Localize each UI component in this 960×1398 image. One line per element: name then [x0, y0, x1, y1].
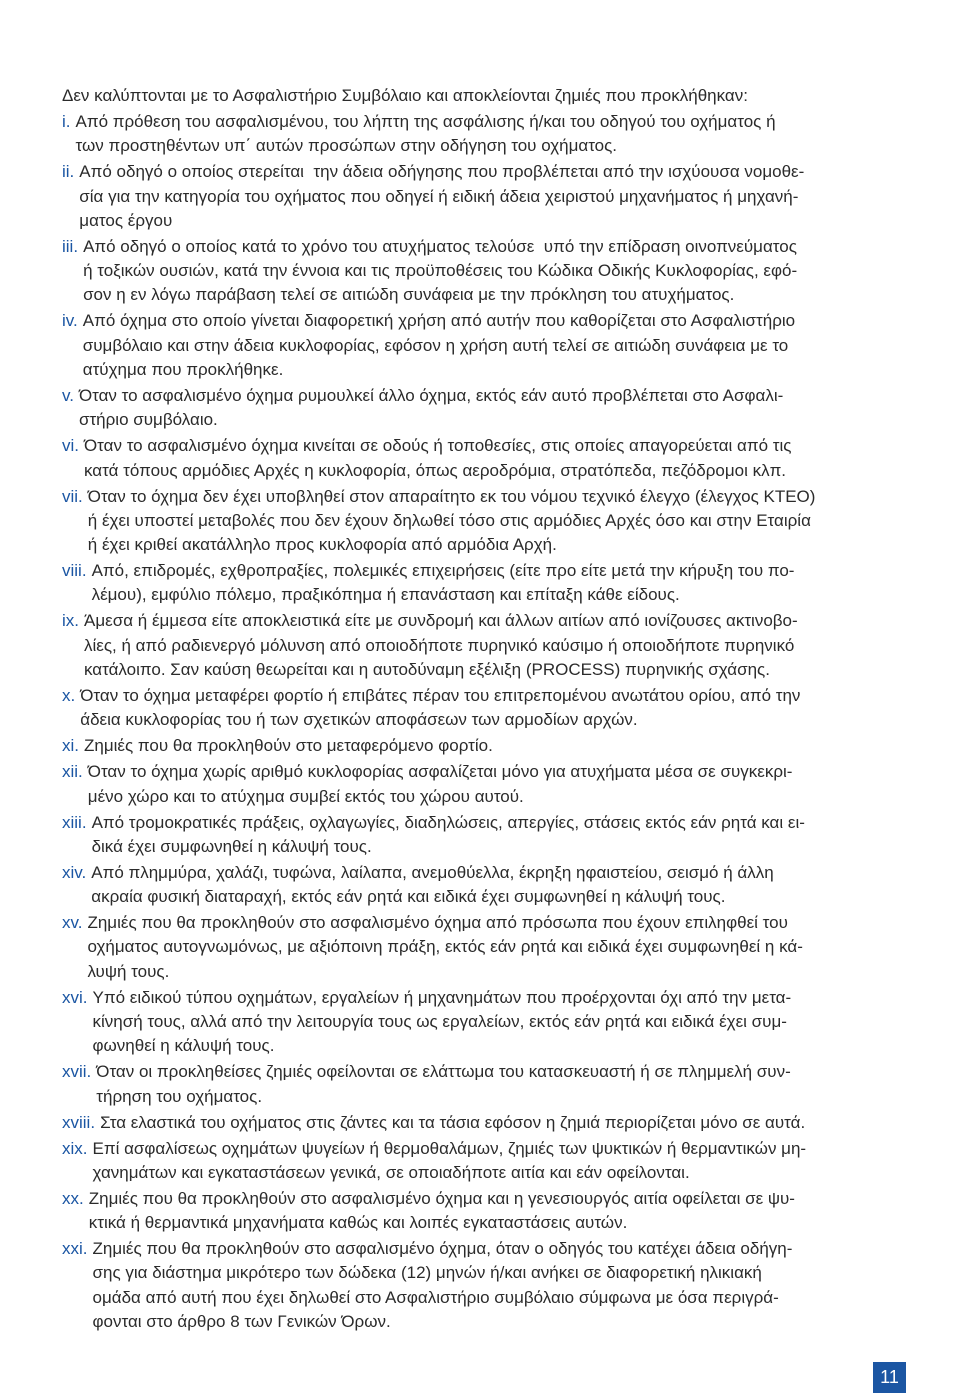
item-text	[88, 485, 922, 558]
text-line: Από, επιδρομές, εχθροπραξίες, πολεμικές επιχειρήσεις (είτε προ είτε μετά την κήρυξη του πο-	[91, 561, 795, 581]
item-numeral: x.	[62, 686, 76, 705]
text-line: ή τοξικών ουσιών, κατά την έννοια και τις προϋποθέσεις του Κώδικα Οδικής Κυκλοφορίας, εφό-	[83, 261, 798, 281]
item-numeral: iv.	[62, 311, 78, 331]
text-line: χανημάτων και εγκαταστάσεων γενικά, σε οποιαδήποτε αιτία και εάν οφείλονται.	[92, 1162, 690, 1182]
text-line: ή έχει υποστεί μεταβολές που δεν έχουν δηλωθεί τόσο στις αρμόδιες Αρχές όσο και στην Εταιρία	[87, 510, 811, 530]
item-numeral: viii.	[62, 561, 87, 581]
item-text	[84, 434, 922, 483]
text-line: Όταν το ασφαλισμένο όχημα κινείται σε οδούς ή τοποθεσίες, στις οποίες απαγορεύεται από τις	[84, 436, 792, 456]
text-line: συμβόλαιο και στην άδεια κυκλοφορίας, εφόσον η χρήση αυτή τελεί σε αιτιώδη συνάφεια με το	[82, 335, 789, 355]
exclusion-item	[62, 861, 922, 910]
item-text	[80, 684, 922, 733]
text-line: Όταν το όχημα μεταφέρει φορτίο ή επιβάτες πέραν του επιτρεπομένου ανωτάτου ορίου, από την	[80, 686, 801, 705]
text-line: ατύχημα που προκλήθηκε.	[82, 360, 284, 380]
item-numeral: xx.	[62, 1188, 84, 1208]
page-number: 11	[873, 1362, 906, 1393]
text-line: Από οδηγό ο οποίος στερείται την άδεια οδήγησης που προβλέπεται από την ισχύουσα νομοθε-	[79, 162, 805, 182]
exclusion-item	[62, 811, 922, 860]
exclusion-item	[62, 684, 922, 733]
item-text	[93, 986, 923, 1059]
text-line: λίες, ή από ραδιενεργό μόλυνση από οποιοδήποτε πυρηνικό καύσιμο ή οποιοδήποτε πυρηνικό	[84, 635, 795, 655]
exclusion-item	[62, 760, 922, 809]
item-numeral: xvi.	[62, 987, 88, 1007]
exclusions-section	[62, 84, 922, 1334]
text-line: μένο χώρο και το ατύχημα συμβεί εκτός του χώρου αυτού.	[87, 786, 524, 806]
text-line: σον η εν λόγω παράβαση τελεί σε αιτιώδη συνάφεια με την πρόκληση του ατυχήματος.	[83, 285, 735, 305]
item-numeral: vii.	[62, 486, 83, 506]
text-line: κατάλοιπο. Σαν καύση θεωρείται και η αυτοδύναμη εξέλιξη (PROCESS) πυρηνικής σχάσης.	[84, 660, 770, 680]
item-text	[91, 861, 922, 910]
text-line: ομάδα από αυτή που έχει δηλωθεί στο Ασφαλιστήριο συμβόλαιο σύμφωνα με όσα περιγρά-	[92, 1287, 779, 1307]
exclusion-item	[62, 110, 922, 159]
text-line: λυψή τους.	[87, 961, 170, 981]
item-text	[83, 309, 922, 382]
exclusion-item	[62, 309, 922, 382]
text-line: Όταν το όχημα χωρίς αριθμό κυκλοφορίας ασφαλίζεται μόνο για ατυχήματα μέσα σε συγκεκρι-	[87, 762, 793, 782]
item-numeral: i.	[62, 111, 71, 131]
exclusion-item	[62, 559, 922, 608]
exclusion-item	[62, 1060, 922, 1109]
item-text	[96, 1060, 922, 1109]
exclusion-item	[62, 485, 922, 558]
text-line: Όταν το όχημα δεν έχει υποβληθεί στον απαραίτητο εκ του νόμου τεχνικό έλεγχο (έλεγχος ΚΤΕΟ)	[87, 486, 816, 506]
text-line: κτικά ή θερμαντικά μηχανήματα καθώς και λοιπές εγκαταστάσεις αυτών.	[88, 1213, 628, 1233]
text-line: των προστηθέντων υπ΄ αυτών προσώπων στην οδήγηση του οχήματος.	[75, 136, 618, 156]
item-text	[92, 811, 922, 860]
item-text	[88, 760, 922, 809]
text-line: ακραία φυσική διαταραχή, εκτός εάν ρητά και ειδικά έχει συμφωνηθεί η κάλυψή τους.	[91, 887, 726, 907]
text-line: δικά έχει συμφωνηθεί η κάλυψή τους.	[91, 836, 372, 856]
item-text	[93, 1237, 923, 1334]
text-line: Από οδηγό ο οποίος κατά το χρόνο του ατυχήματος τελούσε υπό την επίδραση οινοπνεύματος	[83, 236, 797, 256]
item-numeral: xxi.	[62, 1239, 88, 1259]
exclusion-item	[62, 384, 922, 433]
text-line: φωνηθεί η κάλυψή τους.	[92, 1036, 275, 1056]
text-line: στήριο συμβόλαιο.	[78, 410, 218, 430]
text-line: κατά τόπους αρμόδιες Αρχές η κυκλοφορία, όπως αεροδρόμια, στρατόπεδα, πεζόδρομοι κλπ.	[84, 460, 787, 480]
item-text	[79, 384, 922, 433]
text-line: Από πλημμύρα, χαλάζι, τυφώνα, λαίλαπα, ανεμοθύελλα, έκρηξη ηφαιστείου, σεισμό ή άλλη	[91, 862, 774, 882]
exclusion-item	[62, 1187, 922, 1236]
item-text	[84, 609, 922, 682]
item-numeral: xiii.	[62, 812, 87, 832]
item-numeral: xiv.	[62, 862, 87, 882]
text-line: ή έχει κριθεί ακατάλληλο προς κυκλοφορία από αρμόδια Αρχή.	[87, 535, 557, 555]
item-text	[76, 110, 923, 159]
item-text	[79, 160, 922, 233]
item-numeral: iii.	[62, 236, 79, 256]
exclusion-item	[62, 986, 922, 1059]
text-line: άδεια κυκλοφορίας του ή των σχετικών αποφάσεων των αρμοδίων αρχών.	[80, 710, 638, 730]
item-numeral: xvii.	[62, 1062, 92, 1082]
text-line: λέμου), εμφύλιο πόλεμο, πραξικόπημα ή επανάσταση και επίταξη κάθε είδους.	[91, 585, 680, 605]
exclusion-item	[62, 160, 922, 233]
item-numeral: ix.	[62, 611, 79, 631]
exclusion-item	[62, 1111, 922, 1135]
text-line: σης για διάστημα μικρότερο των δώδεκα (12) μηνών ή/και ανήκει σε διαφορετική ηλικιακή	[92, 1263, 762, 1283]
item-numeral: xi.	[62, 736, 79, 756]
item-numeral: xix.	[62, 1138, 88, 1158]
exclusion-item	[62, 235, 922, 308]
intro-paragraph: Δεν καλύπτονται με το Ασφαλιστήριο Συμβόλαιο και αποκλείονται ζημιές που προκλήθηκαν:	[62, 86, 748, 105]
text-line: Επί ασφαλίσεως οχημάτων ψυγείων ή θερμοθαλάμων, ζημιές των ψυκτικών ή θερμαντικών μη-	[92, 1138, 807, 1158]
item-numeral: v.	[62, 386, 74, 405]
text-line: Υπό ειδικού τύπου οχημάτων, εργαλείων ή μηχανημάτων που προέρχονται όχι από την μετα-	[92, 987, 792, 1007]
exclusion-item	[62, 911, 922, 984]
exclusion-item	[62, 1237, 922, 1334]
item-text	[83, 235, 922, 308]
item-numeral: xv.	[62, 913, 83, 933]
text-line: Όταν το ασφαλισμένο όχημα ρυμουλκεί άλλο όχημα, εκτός εάν αυτό προβλέπεται στο Ασφαλι-	[78, 386, 784, 405]
item-numeral: vi.	[62, 436, 79, 456]
text-line: Από πρόθεση του ασφαλισμένου, του λήπτη της ασφάλισης ή/και του οδηγού του οχήματος ή	[75, 111, 776, 131]
text-line: Από όχημα στο οποίο γίνεται διαφορετική χρήση από αυτήν που καθορίζεται στο Ασφαλιστήριο	[82, 311, 796, 331]
item-text	[89, 1187, 922, 1236]
item-numeral: xviii.	[62, 1112, 96, 1132]
text-line: Όταν οι προκληθείσες ζημιές οφείλονται σε ελάττωμα του κατασκευαστή ή σε πλημμελή συν-	[96, 1062, 791, 1082]
text-line: οχήματος αυτογνωμόνως, με αξιόποινη πράξη, εκτός εάν ρητά και ειδικά έχει συμφωνηθεί η κά-	[87, 937, 803, 957]
item-text	[100, 1111, 922, 1135]
item-numeral: xii.	[62, 762, 83, 782]
text-line: Ζημιές που θα προκληθούν στο ασφαλισμένο όχημα, όταν ο οδηγός του κατέχει άδεια οδήγη-	[92, 1239, 793, 1259]
text-line: ματος έργου	[79, 210, 173, 230]
exclusion-item	[62, 734, 922, 758]
text-line: φονται στο άρθρο 8 των Γενικών Όρων.	[92, 1311, 391, 1331]
exclusion-item	[62, 1137, 922, 1186]
text-line: κίνησή τους, αλλά από την λειτουργία τους ως εργαλείων, εκτός εάν ρητά και ειδικά έχει συμ-	[92, 1011, 787, 1031]
item-text	[93, 1137, 923, 1186]
item-text	[92, 559, 922, 608]
exclusion-item	[62, 609, 922, 682]
text-line: Ζημιές που θα προκληθούν στο ασφαλισμένο όχημα από πρόσωπα που έχουν επιληφθεί του	[87, 913, 788, 933]
item-numeral: ii.	[62, 162, 75, 182]
exclusions-list	[62, 110, 922, 1334]
item-text	[87, 911, 922, 984]
item-text	[84, 734, 922, 758]
text-line: Στα ελαστικά του οχήματος στις ζάντες και τα τάσια εφόσον η ζημιά περιορίζεται μόνο σε αυτά.	[100, 1112, 806, 1132]
text-line: τήρηση του οχήματος.	[96, 1086, 263, 1106]
text-line: Ζημιές που θα προκληθούν στο μεταφερόμενο φορτίο.	[84, 736, 493, 756]
text-line: Από τρομοκρατικές πράξεις, οχλαγωγίες, διαδηλώσεις, απεργίες, στάσεις εκτός εάν ρητά και ει-	[91, 812, 805, 832]
text-line: Ζημιές που θα προκληθούν στο ασφαλισμένο όχημα και η γενεσιουργός αιτία οφείλεται σε ψυ-	[88, 1188, 795, 1208]
text-line: Άμεσα ή έμμεσα είτε αποκλειστικά είτε με συνδρομή και άλλων αιτίων από ιονίζουσες ακτινοβο-	[84, 611, 798, 631]
exclusion-item	[62, 434, 922, 483]
text-line: σία για την κατηγορία του οχήματος που οδηγεί ή ειδική άδεια χειριστού μηχανήματος ή μηχανή-	[79, 186, 799, 206]
